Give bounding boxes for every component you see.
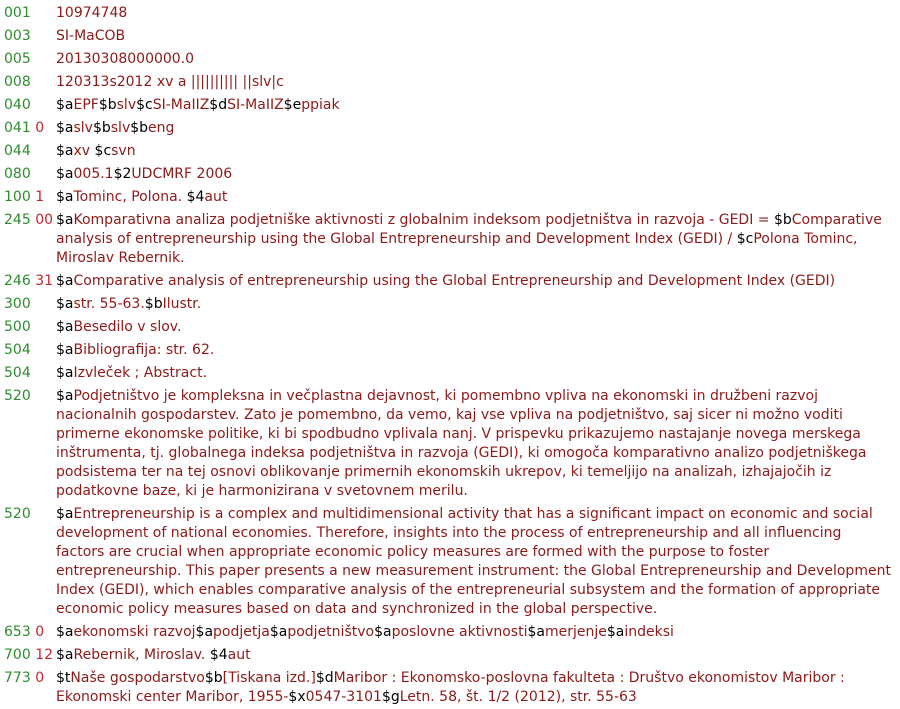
subfield-value: 0547-3101 xyxy=(305,689,382,705)
field-tag: 653 xyxy=(4,624,31,640)
subfield-code: $b xyxy=(204,670,223,686)
subfield-code: $b xyxy=(144,296,163,312)
field-indicators: 00 xyxy=(35,212,54,228)
field-row xyxy=(0,119,900,138)
subfield-code: $b xyxy=(98,97,117,113)
subfield-code: $4 xyxy=(186,189,205,205)
subfield-code: $4 xyxy=(209,647,228,663)
subfield-code: $a xyxy=(195,624,214,640)
field-tag-column xyxy=(0,364,56,383)
subfield-value: aut xyxy=(227,647,251,663)
field-row xyxy=(0,73,900,92)
field-tag-column xyxy=(0,50,56,69)
field-tag-column xyxy=(0,119,56,138)
field-tag: 246 xyxy=(4,273,31,289)
field-tag: 005 xyxy=(4,51,31,67)
field-content xyxy=(56,295,900,314)
subfield-value: [Tiskana izd.] xyxy=(222,670,316,686)
subfield-value: 10974748 xyxy=(56,5,128,21)
subfield-value: str. 55-63. xyxy=(73,296,145,312)
subfield-value: svn xyxy=(111,143,136,159)
field-content xyxy=(56,505,900,619)
subfield-code: $a xyxy=(56,388,74,404)
field-tag: 040 xyxy=(4,97,31,113)
field-content xyxy=(56,27,900,46)
subfield-code: $d xyxy=(209,97,228,113)
subfield-value: Ilustr. xyxy=(162,296,202,312)
subfield-code: $a xyxy=(56,506,74,522)
subfield-value: 20130308000000.0 xyxy=(56,51,195,67)
subfield-value: SI-MaIIZ xyxy=(152,97,210,113)
field-row xyxy=(0,165,900,184)
field-content xyxy=(56,387,900,501)
field-content xyxy=(56,165,900,184)
field-row xyxy=(0,364,900,383)
field-tag-column xyxy=(0,272,56,291)
subfield-code: $b xyxy=(773,212,792,228)
field-tag-column xyxy=(0,646,56,665)
subfield-code: $a xyxy=(269,624,288,640)
field-content xyxy=(56,669,900,707)
field-row xyxy=(0,211,900,268)
field-content xyxy=(56,50,900,69)
field-tag: 520 xyxy=(4,388,31,404)
subfield-code: $a xyxy=(56,97,74,113)
field-content xyxy=(56,341,900,360)
field-indicators: 0 xyxy=(35,120,45,136)
subfield-value: eng xyxy=(148,120,175,136)
field-row xyxy=(0,318,900,337)
field-content xyxy=(56,211,900,268)
field-tag: 504 xyxy=(4,342,31,358)
field-tag: 500 xyxy=(4,319,31,335)
field-tag-column xyxy=(0,27,56,46)
field-tag-column xyxy=(0,165,56,184)
field-content xyxy=(56,96,900,115)
subfield-value: indeksi xyxy=(624,624,674,640)
field-content xyxy=(56,119,900,138)
field-content xyxy=(56,646,900,665)
field-tag-column xyxy=(0,73,56,92)
subfield-code: $g xyxy=(381,689,400,705)
field-indicators: 0 xyxy=(35,624,45,640)
field-content xyxy=(56,142,900,161)
field-tag: 044 xyxy=(4,143,31,159)
subfield-code: $a xyxy=(56,647,74,663)
subfield-value: Polona Tominc, Miroslav Rebernik. xyxy=(56,231,858,266)
field-tag-column xyxy=(0,96,56,115)
subfield-value: slv xyxy=(110,120,131,136)
field-tag: 300 xyxy=(4,296,31,312)
subfield-value: aut xyxy=(204,189,228,205)
field-tag-column xyxy=(0,188,56,207)
field-tag: 773 xyxy=(4,670,31,686)
field-row xyxy=(0,142,900,161)
subfield-value: Bibliografija: str. 62. xyxy=(73,342,215,358)
field-row xyxy=(0,387,900,501)
field-row xyxy=(0,27,900,46)
field-tag-column xyxy=(0,318,56,337)
field-tag: 504 xyxy=(4,365,31,381)
field-indicators: 12 xyxy=(35,647,54,663)
field-content xyxy=(56,4,900,23)
field-row xyxy=(0,272,900,291)
field-tag: 001 xyxy=(4,5,31,21)
field-row xyxy=(0,623,900,642)
subfield-code: $a xyxy=(56,166,74,182)
subfield-value: Tominc, Polona. xyxy=(73,189,187,205)
subfield-value: ppiak xyxy=(301,97,340,113)
subfield-code: $a xyxy=(606,624,625,640)
subfield-value: SI-MaIIZ xyxy=(227,97,284,113)
subfield-value: Letn. 58, št. 1/2 (2012), str. 55-63 xyxy=(399,689,637,705)
subfield-value: Comparative analysis of entrepreneurship using the Global Entrepreneurship and Development Index (GEDI) / xyxy=(56,212,882,247)
subfield-value: ekonomski razvoj xyxy=(73,624,196,640)
field-row xyxy=(0,4,900,23)
subfield-value: Izvleček ; Abstract. xyxy=(73,365,208,381)
field-tag: 245 xyxy=(4,212,31,228)
field-row xyxy=(0,341,900,360)
field-tag-column xyxy=(0,142,56,161)
subfield-code: $b xyxy=(130,120,149,136)
field-tag: 041 xyxy=(4,120,31,136)
field-row xyxy=(0,669,900,707)
subfield-code: $e xyxy=(283,97,302,113)
field-row xyxy=(0,646,900,665)
subfield-code: $a xyxy=(56,212,74,228)
field-tag-column xyxy=(0,211,56,230)
subfield-code: $d xyxy=(315,670,334,686)
field-content xyxy=(56,364,900,383)
field-indicators: 0 xyxy=(35,670,45,686)
subfield-value: 005.1 xyxy=(73,166,114,182)
field-indicators: 1 xyxy=(35,189,45,205)
field-tag: 003 xyxy=(4,28,31,44)
subfield-code: $a xyxy=(56,342,74,358)
subfield-code: $b xyxy=(92,120,111,136)
subfield-value: podjetja xyxy=(213,624,270,640)
subfield-code: $a xyxy=(56,189,74,205)
subfield-code: $c xyxy=(94,143,112,159)
subfield-value: slv xyxy=(116,97,137,113)
field-row xyxy=(0,188,900,207)
field-tag: 008 xyxy=(4,74,31,90)
field-tag: 520 xyxy=(4,506,31,522)
field-row xyxy=(0,505,900,619)
subfield-code: $a xyxy=(56,296,74,312)
field-content xyxy=(56,73,900,92)
subfield-code: $a xyxy=(56,365,74,381)
subfield-code: $t xyxy=(56,670,71,686)
field-tag-column xyxy=(0,295,56,314)
subfield-code: $a xyxy=(527,624,545,640)
subfield-code: $a xyxy=(56,319,74,335)
subfield-value: SI-MaCOB xyxy=(56,28,126,44)
subfield-value: Besedilo v slov. xyxy=(73,319,182,335)
field-content xyxy=(56,623,900,642)
field-tag: 100 xyxy=(4,189,31,205)
field-content xyxy=(56,188,900,207)
subfield-value: Rebernik, Miroslav. xyxy=(73,647,210,663)
subfield-code: $c xyxy=(736,231,754,247)
field-content xyxy=(56,272,900,291)
subfield-value: podjetništvo xyxy=(287,624,375,640)
field-tag-column xyxy=(0,4,56,23)
subfield-code: $a xyxy=(56,143,74,159)
field-tag-column xyxy=(0,387,56,406)
subfield-value: 120313s2012 xv a |||||||||| ||slv|c xyxy=(56,74,284,90)
field-content xyxy=(56,318,900,337)
subfield-value: Naše gospodarstvo xyxy=(70,670,205,686)
subfield-value: poslovne aktivnosti xyxy=(391,624,528,640)
subfield-value: xv xyxy=(73,143,95,159)
field-row xyxy=(0,96,900,115)
subfield-value: merjenje xyxy=(544,624,607,640)
subfield-value: EPF xyxy=(73,97,99,113)
subfield-code: $a xyxy=(56,273,74,289)
subfield-value: slv xyxy=(73,120,93,136)
subfield-code: $a xyxy=(56,120,74,136)
field-tag-column xyxy=(0,505,56,524)
subfield-value: Podjetništvo je kompleksna in večplastna dejavnost, ki pomembno vpliva na ekonomski in družbeni razvoj nacionalnih gospodarstev. Zato je pomembno, da vemo, kaj vse vpliva na podjetništvo, saj sicer ni možno voditi primerne ekonomske politike, ki bi spodbudno vplivala nanj. V prispevku prikazujemo nastajanje novega merskega inštrumenta, tj. globalnega indeksa podjetništva in razvoja (GEDI), ki omogoča komparativno analizo podjetniškega podsistema ter na tej osnovi oblikovanje primernih ekonomskih ukrepov, ki temeljijo na analizah, izhajajočih iz podatkovne baze, ki je harmonizirana v svetovnem merilu. xyxy=(56,388,867,499)
field-row xyxy=(0,295,900,314)
field-tag-column xyxy=(0,623,56,642)
subfield-value: Entrepreneurship is a complex and multidimensional activity that has a significant impact on economic and social development of national economies. Therefore, insights into the process of entrepreneurship and all influencing factors are crucial when appropriate economic policy measures are formed with the purpose to foster entrepreneurship. This paper presents a new measurement instrument: the Global Entrepreneurship and Development Index (GEDI), which enables comparative analysis of the entrepreneurial subsystem and the formation of appropriate economic policy measures based on data and synchronized in the global perspective. xyxy=(56,506,891,617)
subfield-code: $x xyxy=(288,689,306,705)
field-indicators: 31 xyxy=(35,273,54,289)
subfield-value: Maribor : Ekonomsko-poslovna fakulteta : Društvo ekonomistov Maribor : Ekonomski center Maribor, 1955- xyxy=(56,670,845,705)
field-tag-column xyxy=(0,341,56,360)
subfield-code: $2 xyxy=(113,166,132,182)
subfield-value: Comparative analysis of entrepreneurship using the Global Entrepreneurship and Development Index (GEDI) xyxy=(73,273,836,289)
field-tag-column xyxy=(0,669,56,688)
subfield-code: $a xyxy=(374,624,392,640)
field-tag: 700 xyxy=(4,647,31,663)
subfield-code: $c xyxy=(136,97,153,113)
subfield-value: Komparativna analiza podjetniške aktivnosti z globalnim indeksom podjetništva in razvoja - GEDI = xyxy=(73,212,774,228)
field-row xyxy=(0,50,900,69)
subfield-code: $a xyxy=(56,624,74,640)
subfield-value: UDCMRF 2006 xyxy=(131,166,233,182)
field-tag: 080 xyxy=(4,166,31,182)
